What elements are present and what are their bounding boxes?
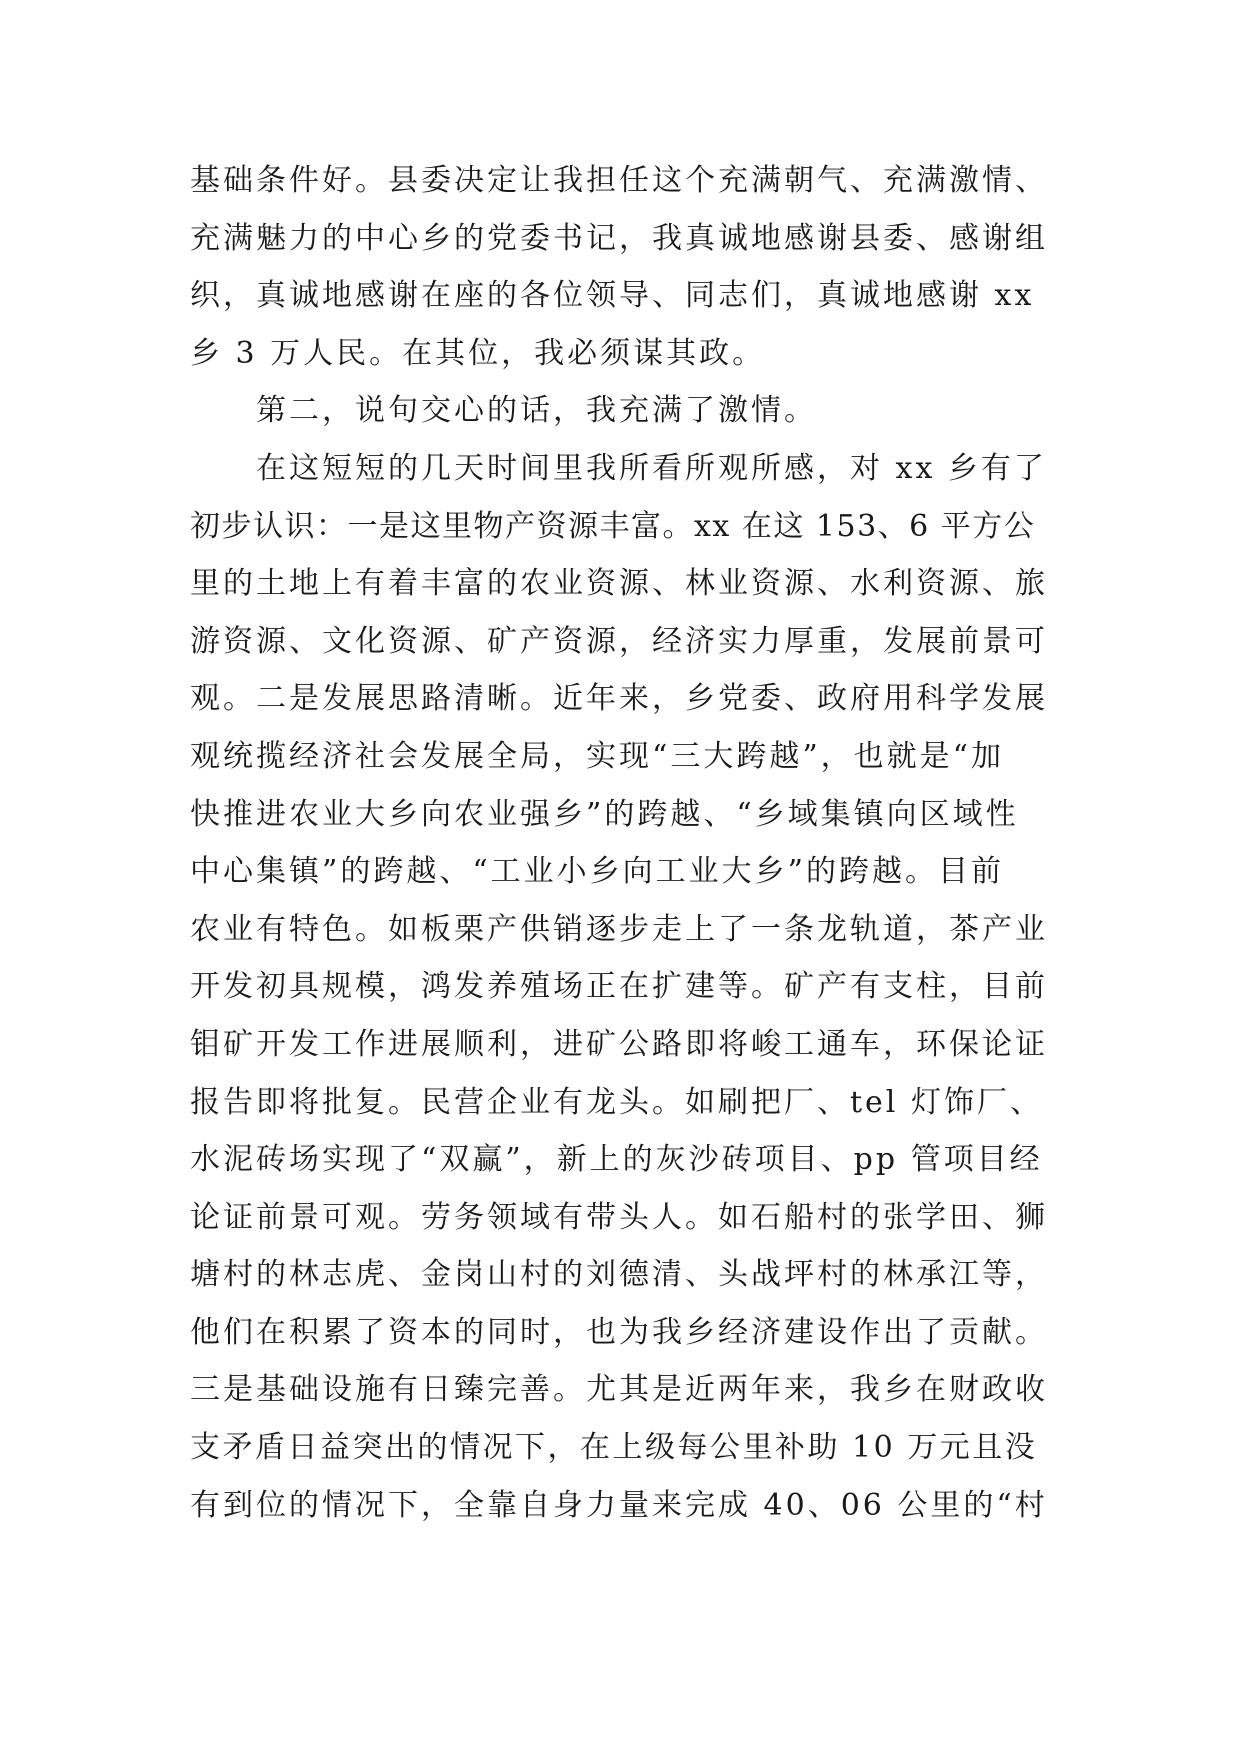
paragraph-heading: 第二，说句交心的话，我充满了激情。 <box>256 393 817 429</box>
text-line: 他们在积累了资本的同时，也为我乡经济建设作出了贡献。 <box>190 1314 1048 1350</box>
text-line: 钼矿开发工作进展顺利，进矿公路即将峻工通车，环保论证 <box>190 1026 1048 1062</box>
text-line: 观。二是发展思路清晰。近年来，乡党委、政府用科学发展 <box>190 681 1048 717</box>
text-line: 基础条件好。县委决定让我担任这个充满朝气、充满激情、 <box>190 163 1048 198</box>
body-text <box>190 152 1050 1534</box>
text-line: 乡 3 万人民。在其位，我必须谋其政。 <box>190 335 766 371</box>
text-line: 充满魅力的中心乡的党委书记，我真诚地感谢县委、感谢组 <box>190 220 1048 256</box>
text-line: 农业有特色。如板栗产供销逐步走上了一条龙轨道，茶产业 <box>190 911 1048 947</box>
text-line: 有到位的情况下，全靠自身力量来完成 40、06 公里的“村 <box>190 1487 1048 1523</box>
text-line: 中心集镇”的跨越、“工业小乡向工业大乡”的跨越。目前 <box>190 854 1005 890</box>
text-line: 游资源、文化资源、矿产资源，经济实力厚重，发展前景可 <box>190 623 1048 659</box>
text-line: 塘村的林志虎、金岗山村的刘德清、头战坪村的林承江等， <box>190 1257 1048 1293</box>
text-line: 开发初具规模，鸿发养殖场正在扩建等。矿产有支柱，目前 <box>190 969 1048 1005</box>
text-line: 初步认识：一是这里物产资源丰富。xx 在这 153、6 平方公 <box>190 508 1036 544</box>
text-line: 里的土地上有着丰富的农业资源、林业资源、水利资源、旅 <box>190 566 1048 602</box>
text-line: 报告即将批复。民营企业有龙头。如刷把厂、tel 灯饰厂、 <box>190 1084 1043 1120</box>
text-line: 论证前景可观。劳务领域有带头人。如石船村的张学田、狮 <box>190 1199 1048 1235</box>
text-line: 支矛盾日益突出的情况下，在上级每公里补助 10 万元且没 <box>190 1430 1038 1466</box>
text-line: 织，真诚地感谢在座的各位领导、同志们，真诚地感谢 xx <box>190 278 1035 314</box>
text-line: 在这短短的几天时间里我所看所观所感，对 xx 乡有了 <box>256 450 1047 486</box>
text-line: 快推进农业大乡向农业强乡”的跨越、“乡域集镇向区域性 <box>190 796 1019 832</box>
text-line: 三是基础设施有日臻完善。尤其是近两年来，我乡在财政收 <box>190 1372 1048 1408</box>
text-line: 观统揽经济社会发展全局，实现“三大跨越”，也就是“加 <box>190 738 1005 774</box>
text-line: 水泥砖场实现了“双赢”，新上的灰沙砖项目、pp 管项目经 <box>190 1142 1043 1178</box>
